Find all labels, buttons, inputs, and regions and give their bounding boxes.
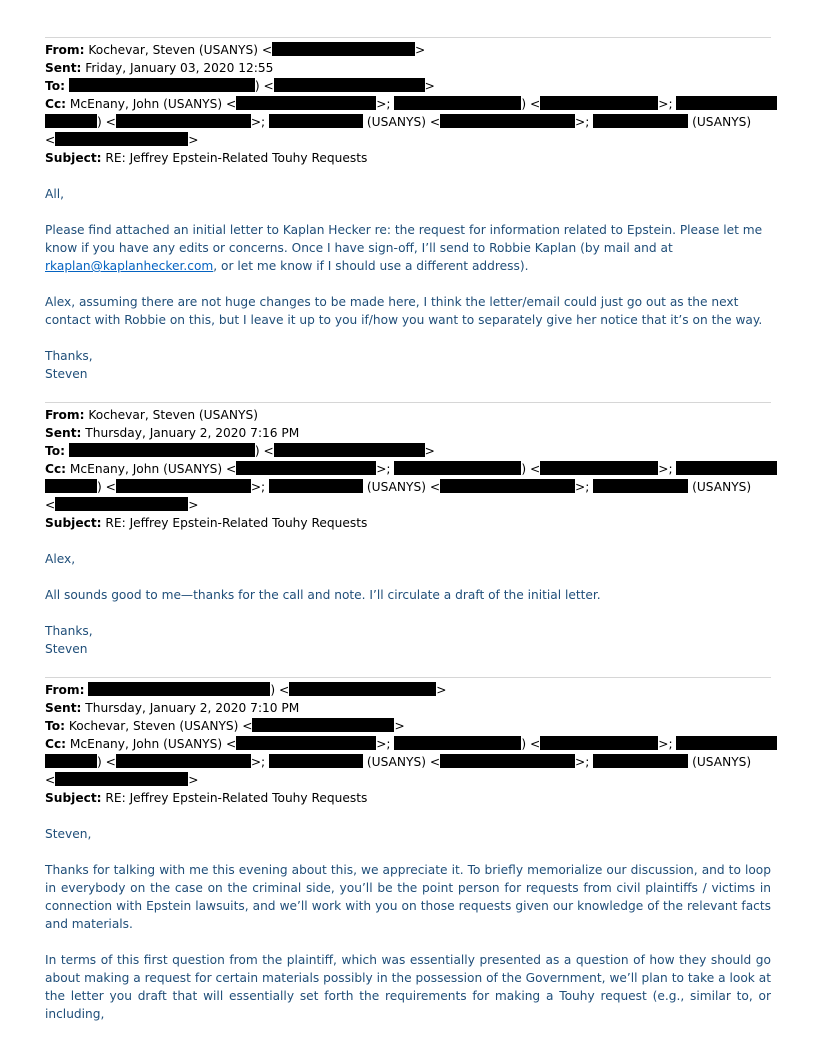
email1-cc-line: Cc: McEnany, John (USANYS) < >; ) < >; bbox=[45, 95, 771, 113]
email2-cc-line-3: < > bbox=[45, 498, 199, 512]
email3-cc-line: Cc: McEnany, John (USANYS) < >; ) < >; bbox=[45, 735, 771, 753]
redaction-block bbox=[394, 96, 521, 110]
email1-to-line: To: ) < > bbox=[45, 79, 435, 93]
email1-paragraph-1: Please find attached an initial letter to Kaplan Hecker re: the request for information related to Epstein. Please let me know if you have any edits or concerns. Once I have sign-off, I’ll send to Robbie Kaplan (by mail and at rkaplan@kaplanhecker.com, or let me know if I should use a different address). bbox=[45, 223, 763, 273]
redaction-block bbox=[45, 114, 97, 128]
redaction-block bbox=[116, 754, 251, 768]
redaction-block bbox=[540, 736, 658, 750]
subject-label: Subject: bbox=[45, 516, 102, 530]
email1-greeting: All, bbox=[45, 187, 64, 201]
email2-paragraph-1: All sounds good to me—thanks for the call and note. I’ll circulate a draft of the initial letter. bbox=[45, 588, 601, 602]
redaction-block bbox=[593, 754, 688, 768]
redaction-block bbox=[274, 443, 425, 457]
cc-label: Cc: bbox=[45, 462, 67, 476]
email2-sent-line bbox=[45, 424, 771, 442]
from-label: From: bbox=[45, 408, 85, 422]
email2-signature: Steven bbox=[45, 642, 88, 656]
redaction-block bbox=[676, 736, 777, 750]
redaction-block bbox=[69, 443, 255, 457]
redaction-block bbox=[252, 718, 394, 732]
email3-greeting: Steven, bbox=[45, 827, 92, 841]
sent-label: Sent: bbox=[45, 426, 82, 440]
separator-rule bbox=[45, 37, 771, 38]
email-link[interactable]: rkaplan@kaplanhecker.com bbox=[45, 259, 214, 273]
redaction-block bbox=[269, 754, 363, 768]
email2-greeting: Alex, bbox=[45, 552, 76, 566]
redaction-block bbox=[440, 479, 575, 493]
redaction-block bbox=[88, 682, 270, 696]
redaction-block bbox=[440, 754, 575, 768]
redaction-block bbox=[289, 682, 436, 696]
redaction-block bbox=[116, 114, 251, 128]
sent-label: Sent: bbox=[45, 61, 82, 75]
email1-closing: Thanks, bbox=[45, 349, 93, 363]
email3-paragraph-2: In terms of this first question from the plaintiff, which was essentially presented as a question of how they should go about making a request for certain materials possibly in the possession of the Government, we’ll plan to take a look at the letter you draft that will essentially set forth the requirements for making a Touhy request (e.g., similar to, or including, bbox=[45, 953, 771, 1021]
email3-sent-line bbox=[45, 699, 771, 717]
redaction-block bbox=[45, 479, 97, 493]
from-value: Kochevar, Steven (USANYS) bbox=[88, 408, 258, 422]
subject-label: Subject: bbox=[45, 151, 102, 165]
redaction-block bbox=[440, 114, 575, 128]
email3-subject-line bbox=[45, 789, 771, 807]
email1-cc-line-2: ) < >; (USANYS) < >; (USANYS) bbox=[45, 113, 771, 131]
redaction-block bbox=[593, 114, 688, 128]
email1-subject-line bbox=[45, 149, 771, 167]
separator-rule bbox=[45, 677, 771, 678]
to-label: To: bbox=[45, 79, 65, 93]
cc-value: McEnany, John (USANYS) < bbox=[69, 737, 237, 751]
from-label: From: bbox=[45, 683, 85, 697]
redaction-block bbox=[55, 132, 188, 146]
redaction-block bbox=[676, 461, 777, 475]
email2-subject-line bbox=[45, 514, 771, 532]
to-label: To: bbox=[45, 444, 65, 458]
redaction-block bbox=[274, 78, 425, 92]
redaction-block bbox=[593, 479, 688, 493]
from-label: From: bbox=[45, 43, 85, 57]
cc-label: Cc: bbox=[45, 737, 67, 751]
redaction-block bbox=[540, 461, 658, 475]
email3-paragraph-1: Thanks for talking with me this evening about this, we appreciate it. To briefly memorialize our discussion, and to loop in everybody on the case on the criminal side, you’ll be the point person for requests from civil plaintiffs / victims in connection with Epstein lawsuits, and we’ll work with you on those requests given our knowledge of the relevant facts and materials. bbox=[45, 863, 771, 931]
subject-label: Subject: bbox=[45, 791, 102, 805]
cc-label: Cc: bbox=[45, 97, 67, 111]
subject-value: RE: Jeffrey Epstein-Related Touhy Requests bbox=[105, 791, 368, 805]
email2-cc-line: Cc: McEnany, John (USANYS) < >; ) < >; bbox=[45, 460, 771, 478]
sent-value: Thursday, January 2, 2020 7:10 PM bbox=[85, 701, 300, 715]
sent-value: Thursday, January 2, 2020 7:16 PM bbox=[85, 426, 300, 440]
to-label: To: bbox=[45, 719, 65, 733]
sent-label: Sent: bbox=[45, 701, 82, 715]
redaction-block bbox=[45, 754, 97, 768]
subject-value: RE: Jeffrey Epstein-Related Touhy Requests bbox=[105, 516, 368, 530]
separator-rule bbox=[45, 402, 771, 403]
email2-from-line bbox=[45, 406, 771, 424]
redaction-block bbox=[272, 42, 415, 56]
email3-cc-line-3: < > bbox=[45, 773, 199, 787]
email1-cc-line-3: < > bbox=[45, 133, 199, 147]
email3-to-line: To: Kochevar, Steven (USANYS) < > bbox=[45, 719, 405, 733]
redaction-block bbox=[394, 461, 521, 475]
redaction-block bbox=[269, 114, 363, 128]
cc-value: McEnany, John (USANYS) < bbox=[69, 97, 237, 111]
email1-from-line: From: Kochevar, Steven (USANYS) < > bbox=[45, 43, 426, 57]
redaction-block bbox=[269, 479, 363, 493]
cc-value: McEnany, John (USANYS) < bbox=[69, 462, 237, 476]
redaction-block bbox=[116, 479, 251, 493]
redaction-block bbox=[69, 78, 255, 92]
email2-cc-line-2: ) < >; (USANYS) < >; (USANYS) bbox=[45, 478, 771, 496]
email2-closing: Thanks, bbox=[45, 624, 93, 638]
email3-from-line: From: ) < > bbox=[45, 683, 447, 697]
email3-cc-line-2: ) < >; (USANYS) < >; (USANYS) bbox=[45, 753, 771, 771]
subject-value: RE: Jeffrey Epstein-Related Touhy Requests bbox=[105, 151, 368, 165]
email1-paragraph-2: Alex, assuming there are not huge changes to be made here, I think the letter/email could just go out as the next contact with Robbie on this, but I leave it up to you if/how you want to separately give her notice that it’s on the way. bbox=[45, 295, 763, 327]
redaction-block bbox=[236, 461, 376, 475]
to-value: Kochevar, Steven (USANYS) < bbox=[68, 719, 253, 733]
redaction-block bbox=[55, 772, 188, 786]
email2-to-line: To: ) < > bbox=[45, 444, 435, 458]
redaction-block bbox=[236, 736, 376, 750]
redaction-block bbox=[236, 96, 376, 110]
from-value: Kochevar, Steven (USANYS) < bbox=[88, 43, 273, 57]
redaction-block bbox=[394, 736, 521, 750]
email1-signature: Steven bbox=[45, 367, 88, 381]
redaction-block bbox=[676, 96, 777, 110]
redaction-block bbox=[55, 497, 188, 511]
redaction-block bbox=[540, 96, 658, 110]
sent-value: Friday, January 03, 2020 12:55 bbox=[85, 61, 274, 75]
email1-sent-line bbox=[45, 59, 771, 77]
